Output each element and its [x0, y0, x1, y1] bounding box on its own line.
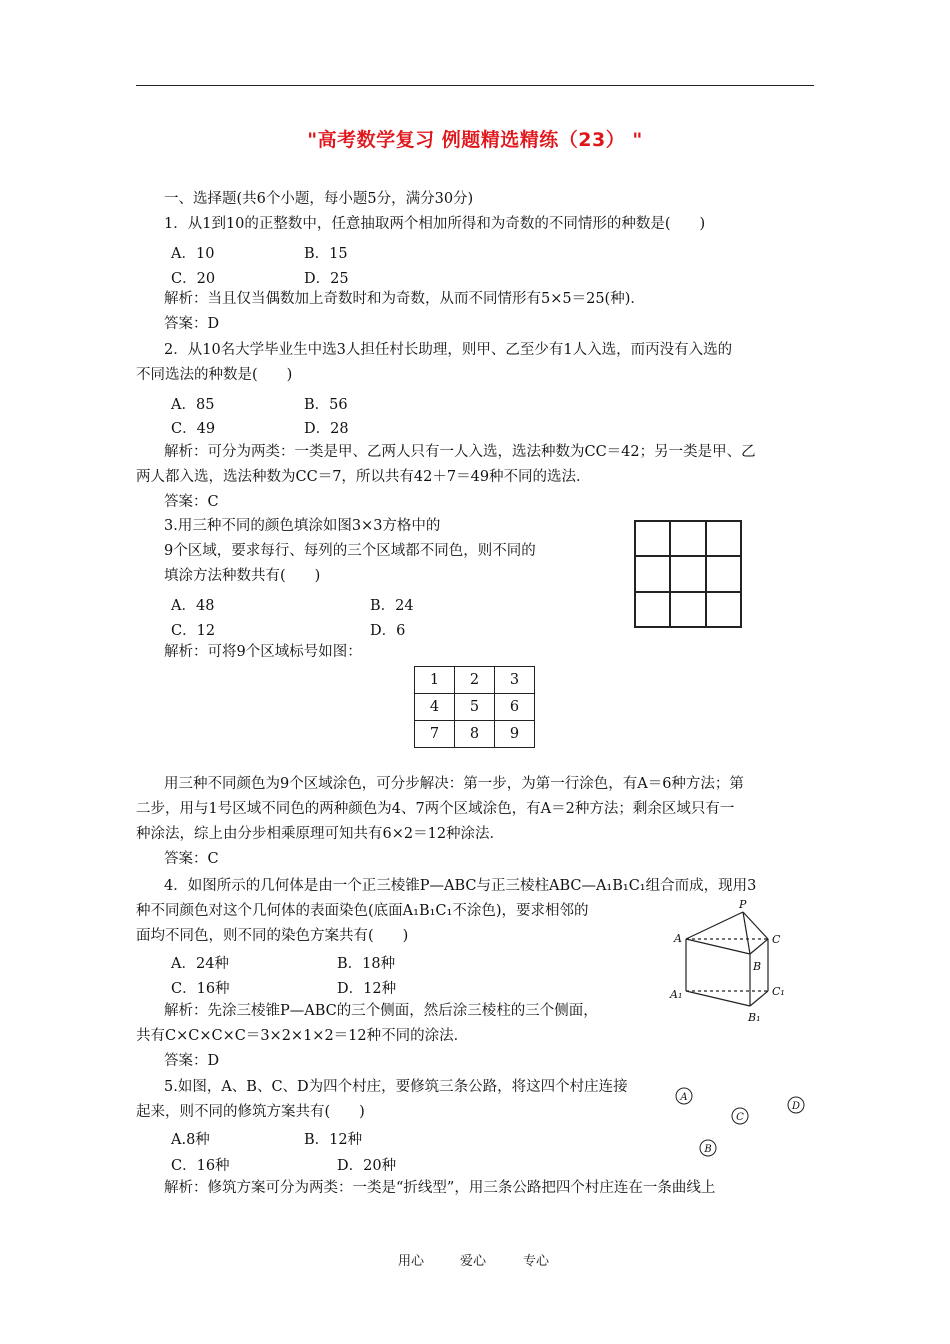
q3-option-b: B．24 — [370, 598, 414, 614]
q1-answer: 答案：D — [164, 316, 220, 332]
q3-option-a: A．48 — [171, 598, 215, 614]
header-rule — [136, 85, 814, 86]
q2-analysis-line2: 两人都入选，选法种数为CC＝7，所以共有42＋7＝49种不同的选法． — [136, 469, 591, 485]
grid-cell — [670, 521, 705, 556]
q2-stem-line1: 2．从10名大学毕业生中选3人担任村长助理，则甲、乙至少有1人入选，而丙没有入选的 — [164, 342, 733, 358]
q4-option-d: D．12种 — [337, 981, 397, 997]
village-label-a: A — [680, 1092, 688, 1103]
edge-pa — [686, 912, 743, 939]
q3-option-c: C．12 — [171, 623, 216, 639]
grid-number: 7 — [415, 721, 455, 748]
q5-stem-line1: 5.如图，A、B、C、D为四个村庄，要修筑三条公路，将这四个村庄连接 — [164, 1079, 628, 1095]
grid-cell — [670, 592, 705, 627]
q5-stem-line2: 起来，则不同的修筑方案共有( ) — [136, 1104, 365, 1120]
grid-cell — [706, 556, 741, 591]
vertex-label-b1: B₁ — [748, 1011, 761, 1024]
edge-a1b1 — [686, 991, 750, 1006]
q2-option-d: D．28 — [304, 421, 349, 437]
grid-cell — [706, 521, 741, 556]
q4-analysis-line2: 共有C×C×C×C＝3×2×1×2＝12种不同的涂法． — [136, 1028, 469, 1044]
q2-option-a: A．85 — [171, 397, 215, 413]
q4-stem-line3: 面均不同色，则不同的染色方案共有( ) — [136, 928, 409, 944]
q4-prism-pyramid-figure — [660, 895, 800, 1030]
q4-answer: 答案：D — [164, 1053, 220, 1069]
grid-cell — [635, 556, 670, 591]
page-title: "高考数学复习 例题精选精练（23） " — [307, 129, 643, 151]
q1-stem: 1．从1到10的正整数中，任意抽取两个相加所得和为奇数的不同情形的种数是( ) — [164, 216, 706, 232]
grid-number: 5 — [455, 694, 495, 721]
q2-option-c: C．49 — [171, 421, 216, 437]
q5-analysis-line1: 解析：修筑方案可分为两类：一类是“折线型”，用三条公路把四个村庄连在一条曲线上 — [164, 1180, 716, 1196]
village-label-d: D — [791, 1101, 801, 1112]
section-heading: 一、选择题(共6个小题，每小题5分，满分30分) — [164, 191, 474, 207]
vertex-label-c: C — [772, 933, 781, 946]
q3-numbered-grid — [414, 666, 535, 748]
q4-stem-line1: 4．如图所示的几何体是由一个正三棱锥P—ABC与正三棱柱ABC—A₁B₁C₁组合而成，现用3 — [164, 878, 757, 894]
q3-analysis-line3: 种涂法，综上由分步相乘原理可知共有6×2＝12种涂法． — [136, 826, 505, 842]
q3-analysis-intro: 解析：可将9个区域标号如图： — [164, 644, 362, 660]
edge-bc — [750, 939, 768, 954]
q2-analysis-line1: 解析：可分为两类：一类是甲、乙两人只有一人入选，选法种数为CC＝42；另一类是甲、乙 — [164, 444, 756, 460]
q4-stem-line2: 种不同颜色对这个几何体的表面染色(底面A₁B₁C₁不涂色)，要求相邻的 — [136, 903, 589, 919]
grid-number: 1 — [415, 667, 455, 694]
vertex-label-a1: A₁ — [670, 988, 683, 1001]
edge-b1c1 — [750, 991, 768, 1006]
grid-cell — [635, 592, 670, 627]
q1-option-a: A．10 — [171, 246, 215, 262]
q3-analysis-line2: 二步，用与1号区域不同色的两种颜色为4、7两个区域涂色，有A＝2种方法；剩余区域只有一 — [136, 801, 735, 817]
q1-analysis: 解析：当且仅当偶数加上奇数时和为奇数，从而不同情形有5×5＝25(种)． — [164, 291, 645, 307]
q1-option-c: C．20 — [171, 271, 216, 287]
q4-option-a: A．24种 — [171, 956, 229, 972]
grid-number: 4 — [415, 694, 455, 721]
q5-option-a: A.8种 — [171, 1132, 210, 1148]
vertex-label-a: A — [674, 932, 682, 945]
q4-option-b: B．18种 — [337, 956, 396, 972]
table-row — [415, 721, 535, 748]
q3-stem-line2: 9个区域，要求每行、每列的三个区域都不同色，则不同的 — [164, 543, 536, 559]
q3-stem-line1: 3.用三种不同的颜色填涂如图3×3方格中的 — [164, 518, 441, 534]
q3-answer: 答案：C — [164, 851, 219, 867]
grid-number: 6 — [495, 694, 535, 721]
village-label-c: C — [736, 1112, 744, 1123]
village-label-b: B — [704, 1144, 712, 1155]
q4-analysis-line1: 解析：先涂三棱锥P—ABC的三个侧面，然后涂三棱柱的三个侧面， — [164, 1003, 598, 1019]
grid-number: 8 — [455, 721, 495, 748]
q2-option-b: B．56 — [304, 397, 348, 413]
q3-analysis-line1: 用三种不同颜色为9个区域涂色，可分步解决：第一步，为第一行涂色，有A＝6种方法；第 — [164, 776, 744, 792]
q1-option-d: D．25 — [304, 271, 349, 287]
q5-option-b: B．12种 — [304, 1132, 363, 1148]
grid-cell — [706, 592, 741, 627]
footer-mid: 爱心 — [460, 1254, 487, 1269]
q5-option-c: C．16种 — [171, 1158, 230, 1174]
table-row — [415, 667, 535, 694]
grid-cell — [670, 556, 705, 591]
footer-right: 专心 — [523, 1254, 550, 1269]
vertex-label-p: P — [739, 898, 747, 911]
q2-answer: 答案：C — [164, 494, 219, 510]
vertex-label-c1: C₁ — [772, 985, 785, 998]
q2-stem-line2: 不同选法的种数是( ) — [136, 367, 293, 383]
grid-number: 9 — [495, 721, 535, 748]
q3-blank-grid-figure — [634, 520, 742, 628]
footer-left: 用心 — [398, 1254, 425, 1269]
q1-option-b: B．15 — [304, 246, 348, 262]
edge-ab — [686, 939, 750, 954]
q3-stem-line3: 填涂方法种数共有( ) — [164, 568, 321, 584]
vertex-label-b: B — [753, 960, 762, 973]
table-row — [415, 694, 535, 721]
grid-cell — [635, 521, 670, 556]
q5-option-d: D．20种 — [337, 1158, 397, 1174]
q3-option-d: D．6 — [370, 623, 406, 639]
q5-villages-figure — [665, 1080, 815, 1165]
q4-option-c: C．16种 — [171, 981, 230, 997]
grid-number: 3 — [495, 667, 535, 694]
grid-number: 2 — [455, 667, 495, 694]
